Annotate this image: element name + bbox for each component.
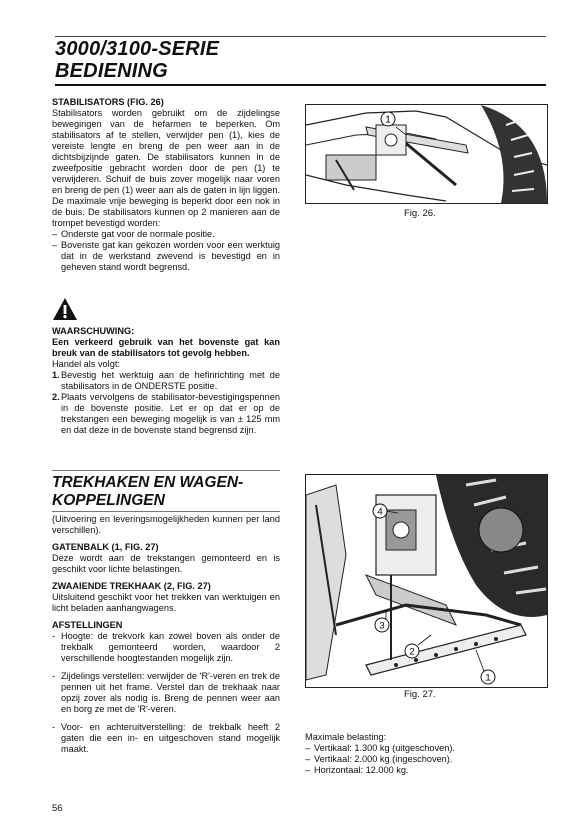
callout-1: 1: [385, 114, 391, 126]
list-item: 1. Bevestig het werktuig aan de hefinrichting met de stabilisators in de ONDERSTE positie.: [52, 370, 280, 391]
list-item: – Onderste gat voor de normale positie.: [52, 229, 215, 239]
warning-triangle-icon: [52, 297, 78, 321]
list-item: – Bovenste gat kan gekozen worden voor een werktuig dat in de werkstand zwevend is bevestigd en in geheven stand wordt begrensd.: [52, 240, 280, 272]
max-load-section: [305, 732, 545, 776]
callout-1: 1: [485, 672, 491, 684]
trekhaken-title-line2: KOPPELINGEN: [52, 492, 165, 509]
warning-bold-text: Een verkeerd gebruik van het bovenste gat kan breuk van de stabilisators tot gevolg hebben.: [52, 337, 280, 358]
gatenbalk-text: Deze wordt aan de trekstangen gemonteerd en is geschikt voor lichte belastingen.: [52, 553, 280, 574]
list-item: – Vertikaal: 2.000 kg (ingeschoven).: [305, 754, 453, 764]
figure-26-caption: Fig. 26.: [404, 208, 436, 219]
stabilisator-illustration: [306, 105, 547, 203]
figure-26: [305, 104, 548, 204]
trekhaken-title: [52, 474, 282, 510]
warning-section: [52, 326, 280, 436]
callout-4: 4: [377, 506, 383, 518]
series-title: 3000/3100-SERIE: [55, 38, 220, 60]
figure-27: [305, 474, 548, 688]
list-item: – Horizontaal: 12.000 kg.: [305, 765, 409, 775]
list-item: - Zijdelings verstellen: verwijder de 'R'-veren en trek de pennen uit het frame. Verstel dan de trekhaak naar opzij zover als nodig is. Breng de pennen weer aan en borg ze met de 'R'-veren.: [52, 671, 280, 714]
zwaai-heading: ZWAAIENDE TREKHAAK (2, FIG. 27): [52, 581, 211, 591]
page-number: 56: [52, 803, 63, 814]
header-top-rule: [55, 36, 546, 37]
trekhaken-intro: (Uitvoering en leveringsmogelijkheden kunnen per land verschillen).: [52, 514, 280, 535]
figure-27-caption: Fig. 27.: [404, 689, 436, 700]
header-title-rule: [55, 84, 546, 86]
trekhaak-illustration: [306, 475, 547, 687]
gatenbalk-heading: GATENBALK (1, FIG. 27): [52, 542, 159, 552]
zwaai-text: Uitsluitend geschikt voor het trekken van werktuigen en licht beladen aanhangwagens.: [52, 592, 280, 613]
section-rule: [52, 470, 280, 471]
afstellingen-heading: AFSTELLINGEN: [52, 620, 123, 630]
stabilisators-heading: STABILISATORS (FIG. 26): [52, 97, 164, 107]
section-title: BEDIENING: [55, 60, 168, 82]
warning-heading: WAARSCHUWING:: [52, 326, 135, 336]
trekhaken-title-line1: TREKHAKEN EN WAGEN-: [52, 474, 244, 491]
list-item: - Voor- en achteruitverstelling: de trekbalk heeft 2 gaten die een in- en uitgeschoven stand mogelijk maakt.: [52, 722, 280, 754]
list-item: 2. Plaats vervolgens de stabilisator-bevestigingspennen in de bovenste positie. Let er op dat er op de trekstangen een beweging mogelijk is van ± 125 mm en dat deze in de bovenste stand begrensd zijn.: [52, 392, 280, 435]
stabilisators-body: Stabilisators worden gebruikt om de zijdelingse bewegingen van de hefarmen te beperken. Om stabilisators af te stellen, verwijder pen (1), kies de vereiste lengte en breng de pen weer aan in de dichtsbijzijnde gaten. De stabilisators kunnen in de zweefpositie gebracht worden door de pen (1) te verwijderen. Schuif de buis zover mogelijk naar voren en breng de pen (1) weer aan als de gaten in lijn liggen. De maximale vrije beweging is beperkt door een nok in de buis. De stabilisators kunnen op 2 manieren aan de trompet bevestigd worden:: [52, 108, 280, 228]
stabilisators-section: [52, 97, 280, 273]
trekhaken-section: [52, 514, 280, 755]
callout-3: 3: [379, 620, 385, 632]
max-load-heading: Maximale belasting:: [305, 732, 387, 742]
warning-intro: Handel als volgt:: [52, 359, 120, 369]
section-rule: [52, 511, 280, 512]
list-item: – Vertikaal: 1.300 kg (uitgeschoven).: [305, 743, 455, 753]
callout-2: 2: [409, 646, 415, 658]
list-item: - Hoogte: de trekvork kan zowel boven als onder de trekbalk gemonteerd worden, waardoor 2 verschillende hoogtestanden mogelijk zijn.: [52, 631, 280, 663]
